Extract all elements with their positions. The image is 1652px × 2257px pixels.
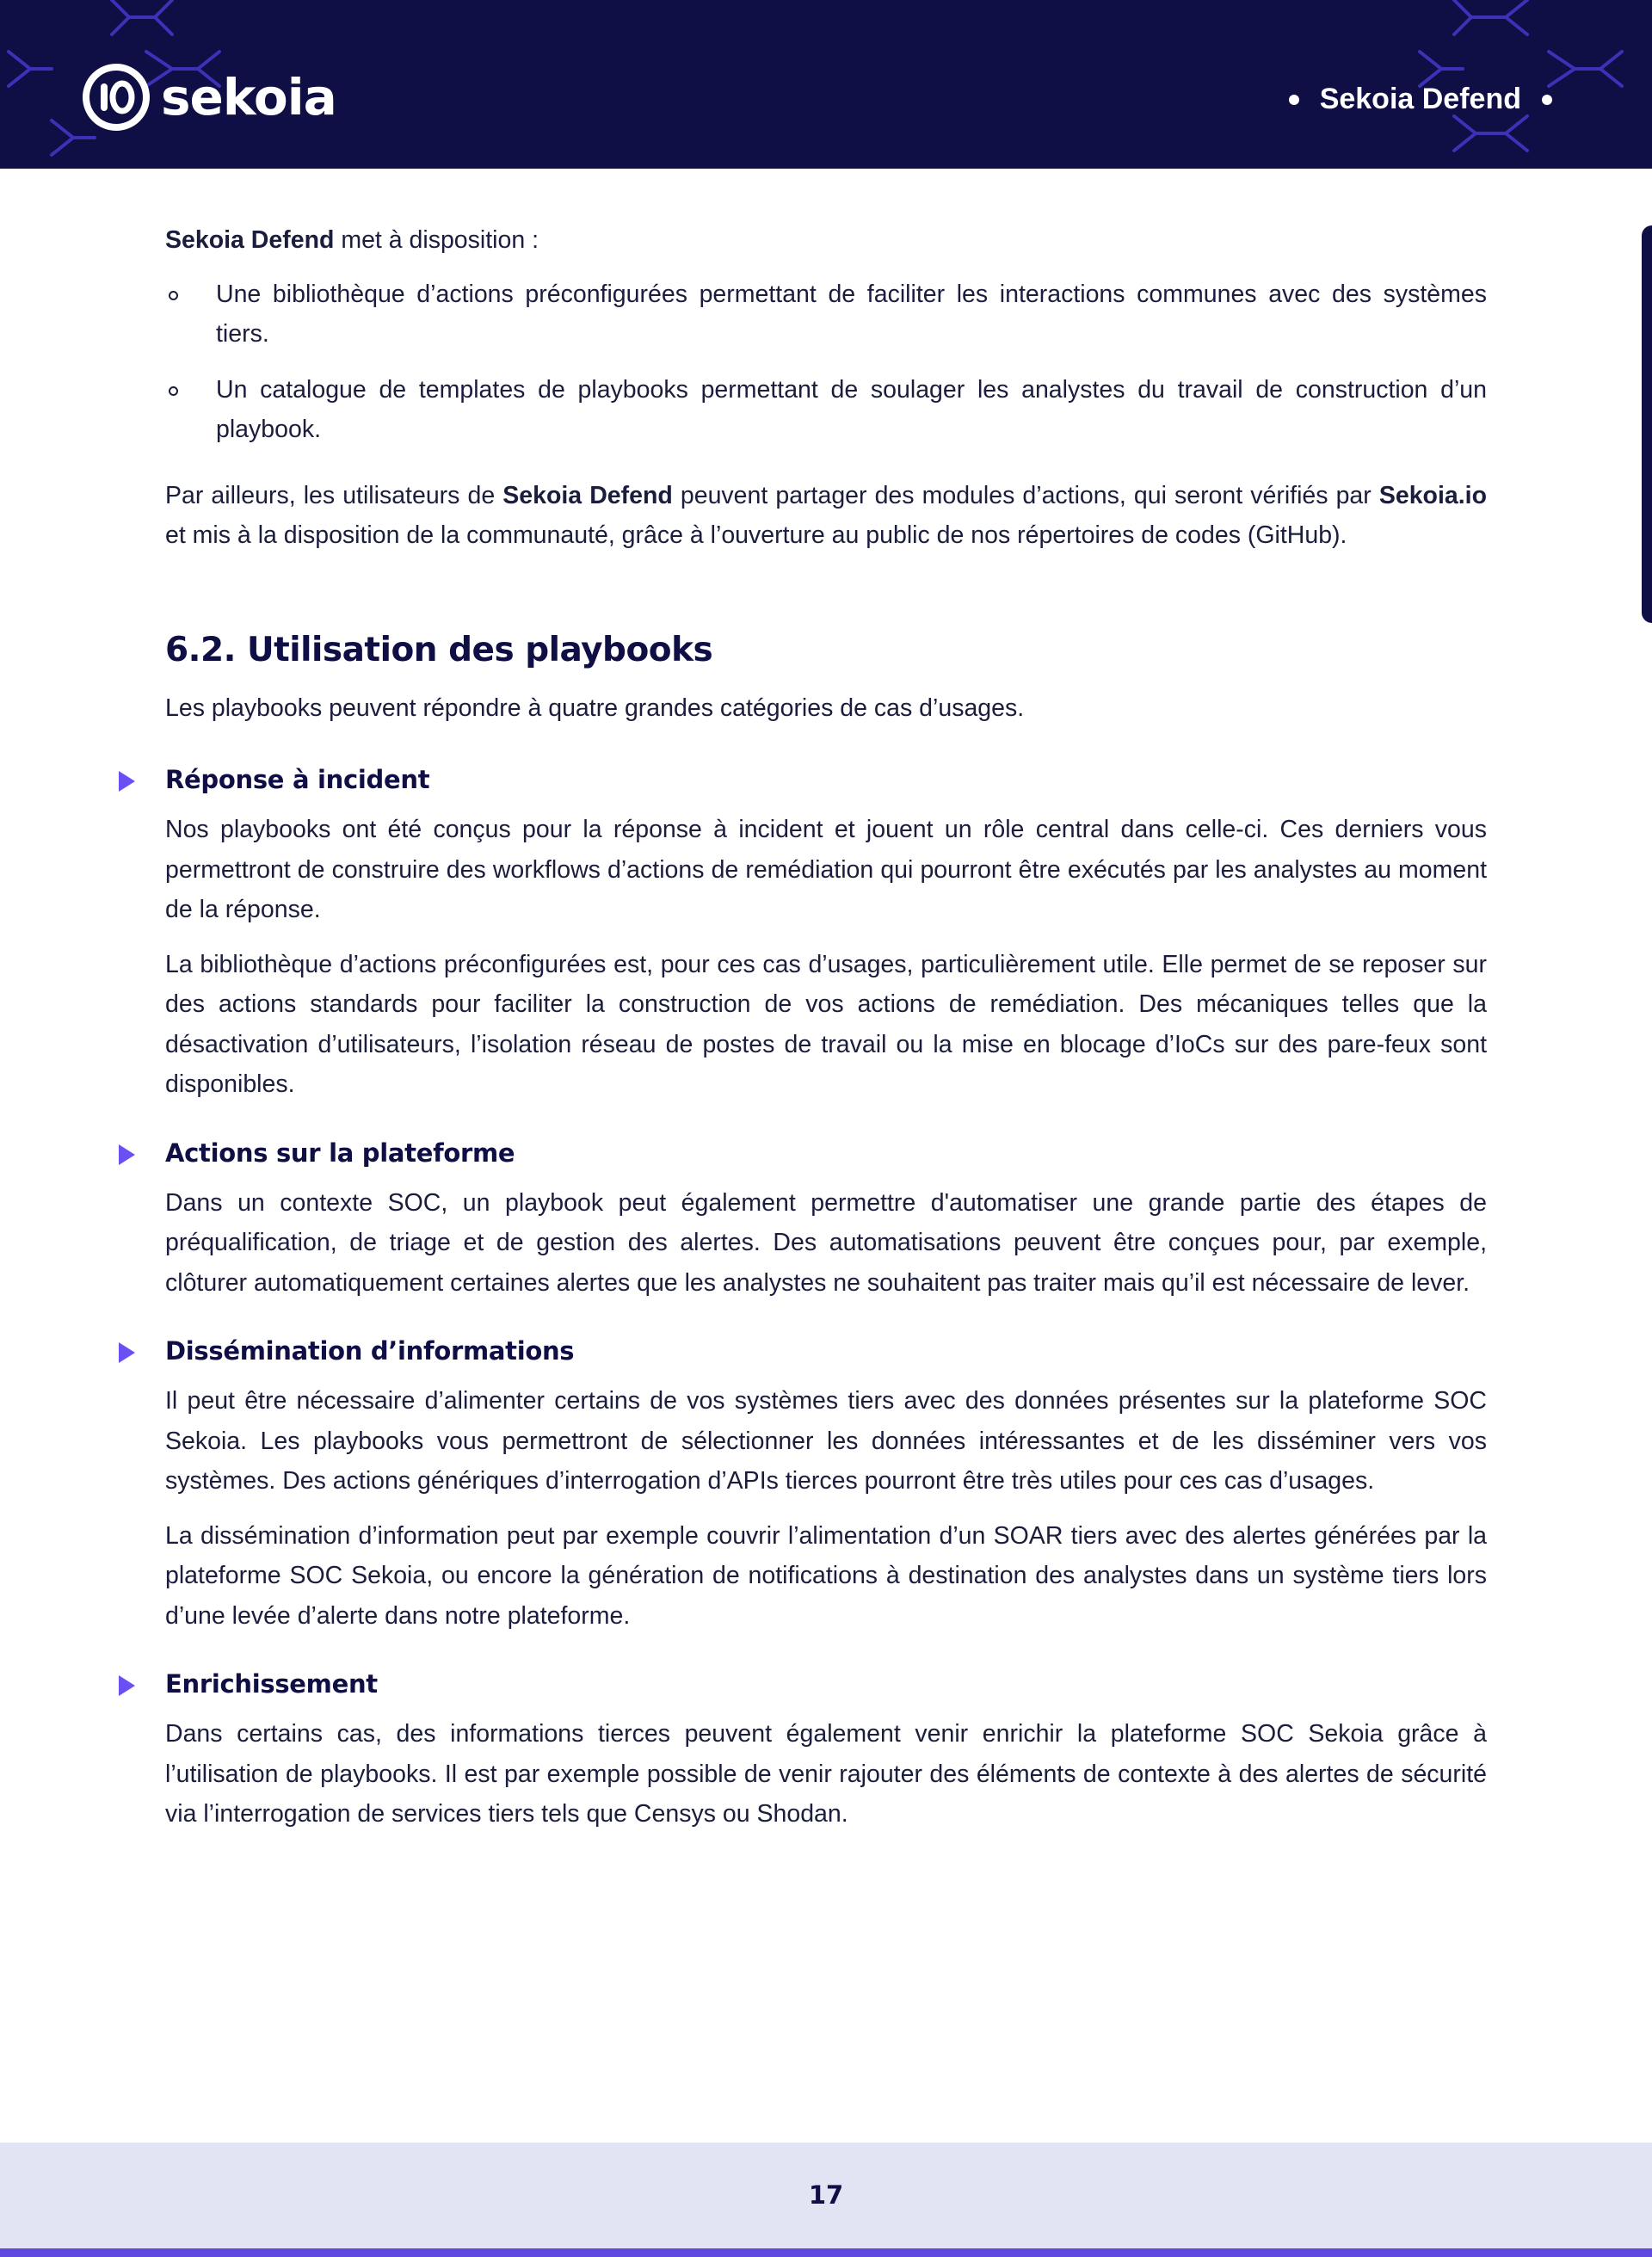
page-header [0, 0, 1652, 169]
product-title: Sekoia Defend [1319, 83, 1521, 115]
side-tab-marker [1642, 225, 1652, 623]
text-run-bold: Sekoia Defend [502, 481, 673, 509]
list-item-text: Un catalogue de templates de playbooks permettant de soulager les analystes du travail de construction d’un playbook. [216, 375, 1487, 443]
subsection-heading-text: Enrichissement [165, 1669, 378, 1699]
page-number: 17 [808, 2180, 844, 2210]
play-arrow-icon [119, 771, 135, 792]
subsection-paragraph: Dans certains cas, des informations tierces peuvent également venir enrichir la plateforme SOC Sekoia grâce à l’utilisation de playbooks. Il est par exemple possible de venir rajouter des éléments de contexte à des alertes de sécurité via l’interrogation de services tiers tels que Censys ou Shodan. [165, 1720, 1487, 1828]
logo-wordmark: sekoia [161, 68, 336, 126]
circle-bullet-icon [169, 291, 178, 300]
subsection-paragraph: Dans un contexte SOC, un playbook peut également permettre d'automatiser une grande partie des étapes de préqualification, de triage et de gestion des alertes. Des automatisations peuvent être conçues pour, par exemple, clôturer automatiquement certaines alertes que les analystes ne souhaitent pas traiter mais qu’il est nécessaire de lever. [165, 1188, 1487, 1297]
text-run: peuvent partager des modules d’actions, qui seront vérifiés par [672, 481, 1379, 509]
subsection-heading-text: Actions sur la plateforme [165, 1138, 515, 1168]
play-arrow-icon [119, 1342, 135, 1363]
subsection-paragraph: La bibliothèque d’actions préconfigurées est, pour ces cas d’usages, particulièrement utile. Elle permet de se reposer sur des actions standards pour faciliter la construction de vos actions de remédiation. Des mécaniques telles que la désactivation d’utilisateurs, l’isolation réseau de postes de travail ou la mise en blocage d’IoCs sur des pare-feux sont disponibles. [165, 950, 1487, 1098]
circle-bullet-icon [169, 386, 178, 396]
text-run: et mis à la disposition de la communauté, grâce à l’ouverture au public de nos répertoires de codes (GitHub). [165, 521, 1347, 549]
play-arrow-icon [119, 1144, 135, 1165]
list-item-text: Une bibliothèque d’actions préconfigurées permettant de faciliter les interactions communes avec des systèmes tiers. [216, 280, 1487, 348]
subsection-heading-text: Réponse à incident [165, 765, 430, 794]
subsection-heading [165, 1336, 1487, 1366]
community-paragraph [165, 476, 1487, 556]
subsection-heading [165, 1138, 1487, 1168]
sekoia-logo-icon [82, 63, 151, 132]
text-run: Par ailleurs, les utilisateurs de [165, 481, 503, 509]
list-item [165, 370, 1487, 450]
section-title: 6.2. Utilisation des playbooks [165, 630, 713, 669]
footer-accent-bar [0, 2248, 1652, 2257]
sekoia-logo [82, 60, 336, 134]
page-content [165, 215, 1487, 1835]
intro-lead-text: met à disposition : [334, 226, 539, 254]
bullet-dot-icon [1289, 95, 1299, 105]
feature-list [165, 274, 1487, 450]
bullet-dot-icon [1542, 95, 1552, 105]
list-item [165, 274, 1487, 355]
intro-lead-bold: Sekoia Defend [165, 226, 335, 254]
subsection-heading-text: Dissémination d’informations [165, 1336, 575, 1366]
product-title-group [1268, 83, 1573, 116]
subsection-paragraph: La dissémination d’information peut par exemple couvrir l’alimentation d’un SOAR tiers avec des alertes générées par la plateforme SOC Sekoia, ou encore la génération de notifications à destination des analystes dans un système tiers lors d’une levée d’alerte dans notre plateforme. [165, 1521, 1487, 1630]
subsection-heading [165, 1669, 1487, 1699]
intro-lead [165, 220, 1487, 261]
subsection-heading [165, 765, 1487, 794]
play-arrow-icon [119, 1675, 135, 1696]
subsection-paragraph: Nos playbooks ont été conçus pour la réponse à incident et jouent un rôle central dans celle-ci. Ces derniers vous permettront de construire des workflows d’actions de remédiation qui pourront être exécutés par les analystes au moment de la réponse. [165, 816, 1487, 923]
section-intro: Les playbooks peuvent répondre à quatre grandes catégories de cas d’usages. [165, 694, 1025, 722]
subsection-paragraph: Il peut être nécessaire d’alimenter certains de vos systèmes tiers avec des données présentes sur la plateforme SOC Sekoia. Les playbooks vous permettront de sélectionner les données intéressantes et de les disséminer vers vos systèmes. Des actions génériques d’interrogation d’APIs tierces pourront être très utiles pour ces cas d’usages. [165, 1387, 1487, 1495]
page-footer [0, 2143, 1652, 2248]
text-run-bold: Sekoia.io [1378, 481, 1487, 509]
